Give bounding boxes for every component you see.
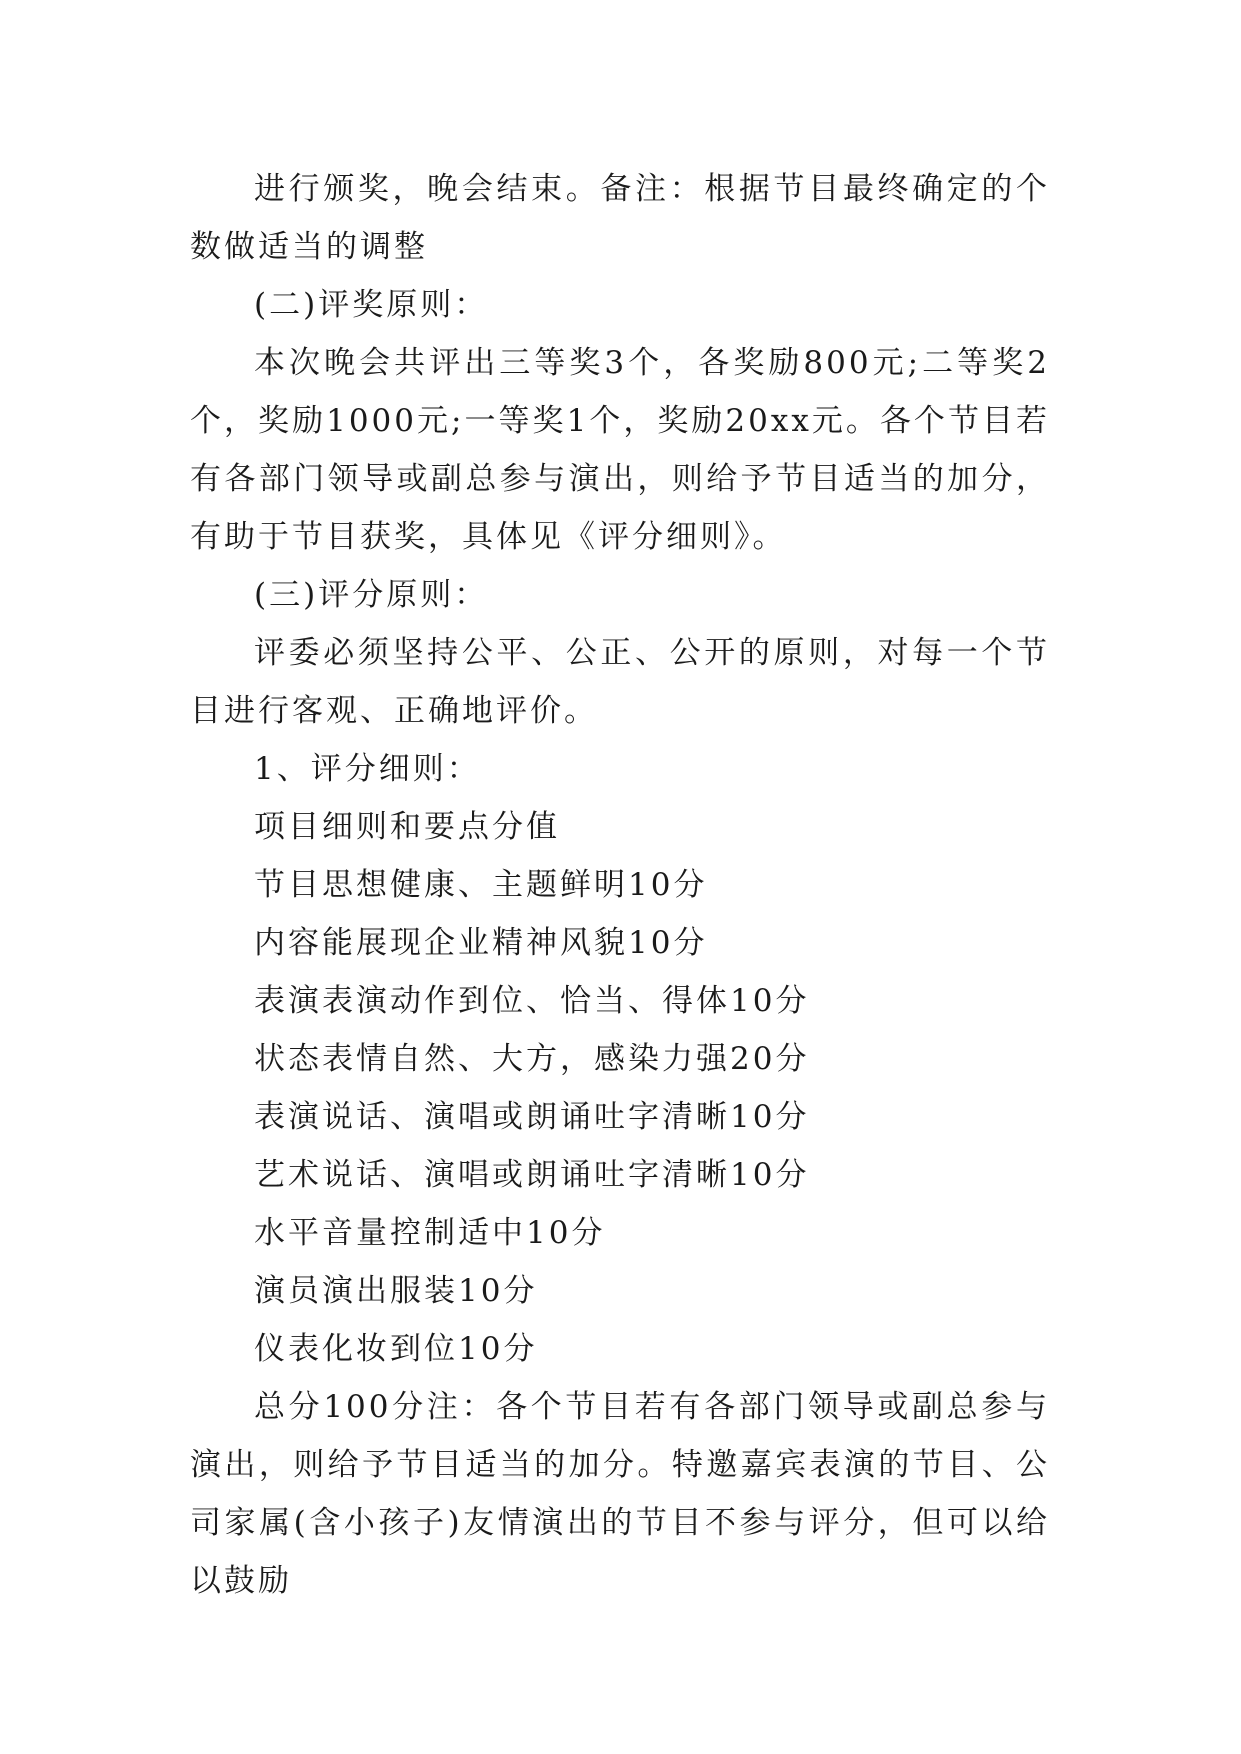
scoring-item: 水平音量控制适中10分 — [254, 1215, 606, 1251]
heading-award-principles: (二)评奖原则： — [254, 287, 489, 323]
scoring-item: 表演说话、演唱或朗诵吐字清晰10分 — [254, 1099, 810, 1135]
scoring-item: 状态表情自然、大方，感染力强20分 — [254, 1041, 810, 1077]
scoring-item: 艺术说话、演唱或朗诵吐字清晰10分 — [254, 1157, 810, 1193]
scoring-item: 表演表演动作到位、恰当、得体10分 — [254, 983, 810, 1019]
paragraph-award-details: 本次晚会共评出三等奖3个，各奖励800元;二等奖2个，奖励1000元;一等奖1个，奖励20xx元。各个节目若有各部门领导或副总参与演出，则给予节目适当的加分，有助于节目获奖，具体见《评分细则》。 — [190, 345, 1050, 555]
scoring-item: 演员演出服装10分 — [254, 1273, 538, 1309]
paragraph-judging-fairness: 评委必须坚持公平、公正、公开的原则，对每一个节目进行客观、正确地评价。 — [190, 635, 1050, 729]
heading-scoring-rules: 1、评分细则： — [254, 751, 481, 787]
scoring-item: 内容能展现企业精神风貌10分 — [254, 925, 708, 961]
scoring-item-header: 项目细则和要点分值 — [254, 809, 560, 845]
paragraph-award-ceremony: 进行颁奖，晚会结束。备注：根据节目最终确定的个数做适当的调整 — [190, 171, 1050, 265]
paragraph-total-score-note: 总分100分注：各个节目若有各部门领导或副总参与演出，则给予节目适当的加分。特邀嘉宾表演的节目、公司家属(含小孩子)友情演出的节目不参与评分，但可以给以鼓励 — [190, 1389, 1050, 1599]
document-body — [190, 160, 1050, 1610]
scoring-item: 仪表化妆到位10分 — [254, 1331, 538, 1367]
scoring-item: 节目思想健康、主题鲜明10分 — [254, 867, 708, 903]
heading-scoring-principles: (三)评分原则： — [254, 577, 489, 613]
